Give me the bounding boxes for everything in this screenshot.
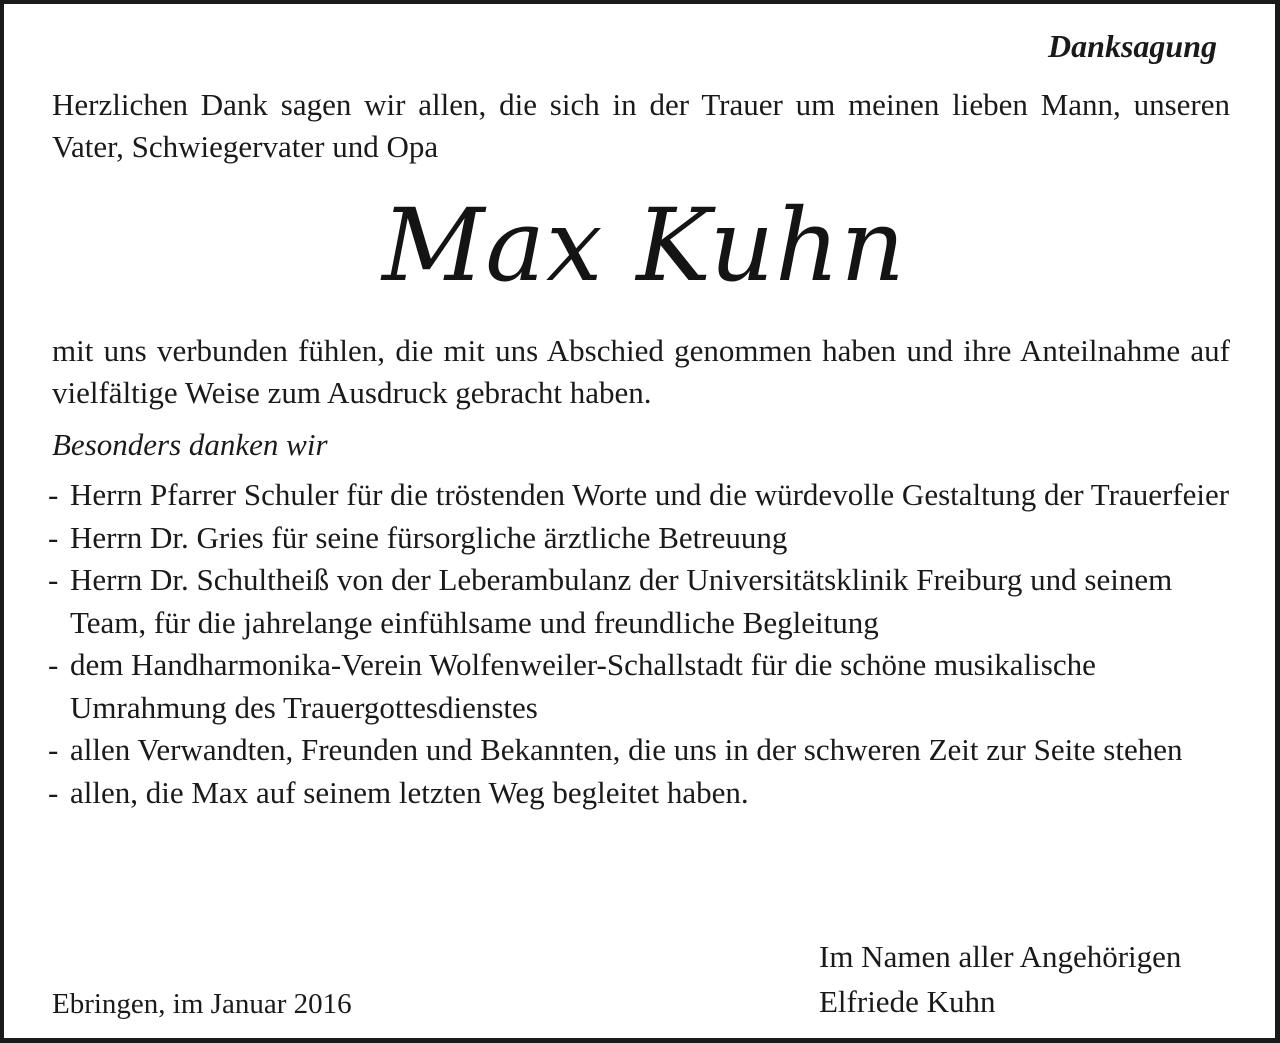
list-item [48,474,1240,517]
list-dash: - [48,519,59,555]
thanks-intro: Besonders danken wir [52,427,328,462]
body-paragraph: mit uns verbunden fühlen, die mit uns Abschied genommen haben und ihre Anteilnahme auf vielfältige Weise zum Ausdruck gebracht haben. [52,333,1230,410]
list-item-text: Herrn Pfarrer Schuler für die tröstenden Worte und die würdevolle Gestaltung der Trauerfeier [70,477,1230,512]
deceased-name: Max Kuhn [382,187,906,304]
list-dash: - [48,647,59,682]
list-dash: - [48,562,59,597]
list-item [48,729,1240,772]
list-dash: - [48,477,59,512]
intro-paragraph: Herzlichen Dank sagen wir allen, die sich in der Trauer um meinen lieben Mann, unseren Vater, Schwiegervater und Opa [52,87,1230,164]
notice-heading: Danksagung [1048,28,1217,64]
list-item-text: allen Verwandten, Freunden und Bekannten, die uns in der schweren Zeit zur Seite stehen [70,732,1183,767]
list-item-text: dem Handharmonika-Verein Wolfenweiler-Schallstadt für die schöne musikalische Umrahmung des Trauergottesdienstes [70,647,1096,725]
signoff-line: Im Namen aller Angehörigen [819,939,1182,974]
list-dash: - [48,774,59,810]
place-date: Ebringen, im Januar 2016 [52,988,352,1020]
list-item [48,772,1240,815]
list-item-text: allen, die Max auf seinem letzten Weg begleitet haben. [70,774,749,810]
list-item [48,559,1240,644]
list-item [48,517,1240,560]
list-item [48,644,1240,729]
signoff-signer: Elfriede Kuhn [819,984,996,1019]
signoff-block [819,934,1181,1024]
list-item-text: Herrn Dr. Schultheiß von der Leberambulanz der Universitätsklinik Freiburg und seinem Team, für die jahrelange einfühlsame und freundliche Begleitung [70,562,1173,640]
thanks-list [48,474,1240,814]
list-item-text: Herrn Dr. Gries für seine fürsorgliche ärztliche Betreuung [70,519,788,555]
list-dash: - [48,732,59,767]
